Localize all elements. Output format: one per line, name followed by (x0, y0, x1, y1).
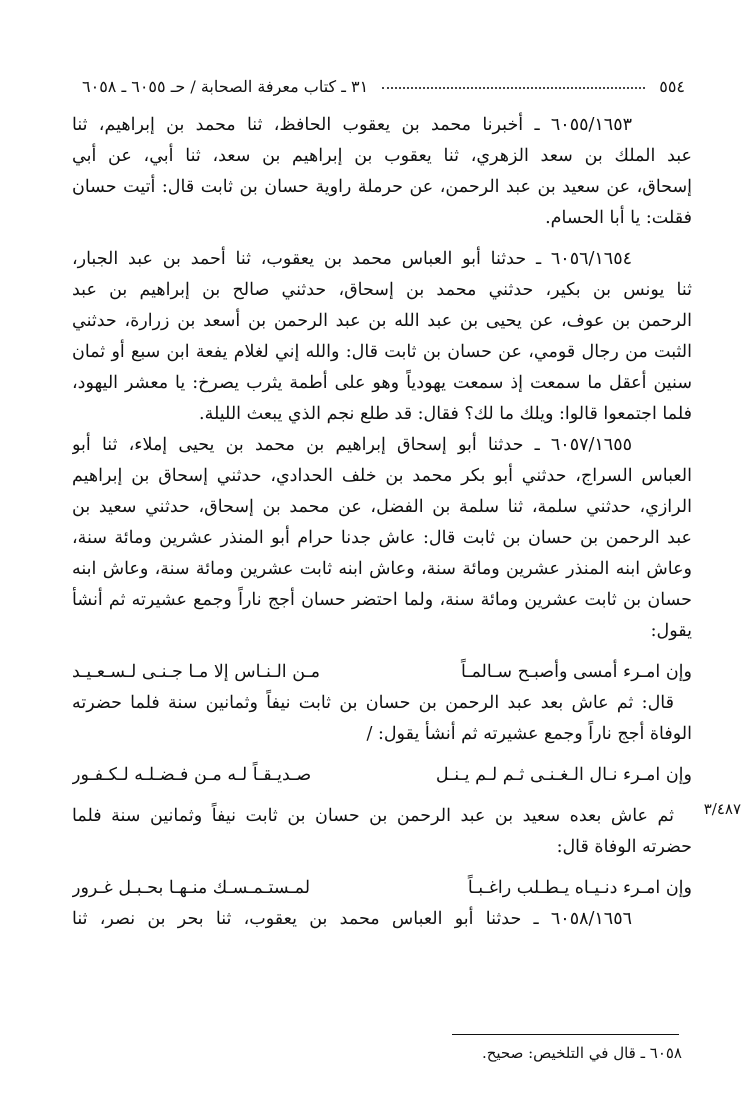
verse-gap (72, 863, 692, 873)
text-line: وعاش ابنه المنذر عشرين ومائة سنة، وعاش ابنه ثابت عشرين ومائة سنة، وعاش ابنه (72, 559, 692, 579)
verse-first-hemistich: وإن امـرء أمسى وأصبـح سـالمـاً (460, 662, 692, 682)
verse-second-hemistich: صـديـقـاً لـه مـن فـضـلـه لـكـفـور (72, 765, 312, 785)
text-line: الوفاة أجج ناراً وجمع عشيرته ثم أنشأ يقول: / (366, 724, 692, 744)
verse-second-hemistich: لمـستـمـسـك منـهـا بحـبـل غـرور (72, 878, 311, 898)
footnote-rule (452, 1034, 679, 1035)
text-line: سنين أعقل ما سمعت إذ سمعت يهودياً وهو على أطمة يثرب يصرخ: يا معشر اليهود، (72, 373, 692, 393)
running-title: ٣١ ـ كتاب معرفة الصحابة / حـ ٦٠٥٥ ـ ٦٠٥٨ (82, 77, 369, 96)
page-body (72, 110, 692, 935)
footnote: ٦٠٥٨ ـ قال في التلخيص: صحيح. (481, 1044, 682, 1062)
text-line: ثم عاش بعده سعيد بن عبد الرحمن بن حسان بن ثابت نيفاً وثمانين سنة فلما (72, 806, 674, 826)
text-line: فقلت: يا أبا الحسام. (545, 208, 692, 228)
poem-verse-2 (72, 760, 692, 791)
text-line: فلما اجتمعوا قالوا: ويلك ما لك؟ فقال: قد طلع نجم الذي يبعث الليلة. (199, 404, 692, 424)
text-line: حضرته الوفاة قال: (556, 837, 692, 857)
poem-verse-1 (72, 657, 692, 688)
text-line: عبد الرحمن بن حسان بن ثابت قال: عاش جدنا حرام أبو المنذر عشرين ومائة سنة، (72, 528, 692, 548)
verse-gap (72, 647, 692, 657)
poem-verse-3 (72, 873, 692, 904)
text-line: الثبت من رجال قومي، عن حسان بن ثابت قال: والله إني لغلام يفعة ابن سبع أو ثمان (72, 342, 692, 362)
text-line: الرازي، حدثني سلمة، ثنا سلمة بن الفضل، عن محمد بن إسحاق، حدثني سعيد بن (72, 497, 692, 517)
verse-first-hemistich: وإن امـرء نـال الـغـنـى ثـم لـم يـنـل (435, 765, 692, 785)
hadith-6058-line: ٦٠٥٨/١٦٥٦ ـ حدثنا أبو العباس محمد بن يعقوب، ثنا بحر بن نصر، ثنا (72, 909, 632, 929)
verse-gap (72, 750, 692, 760)
header-dotted-leader (382, 87, 645, 89)
text-line: الرحمن بن عوف، عن يحيى بن عبد الله بن عبد الرحمن بن أسعد بن زرارة، حدثني (72, 311, 692, 331)
verse-second-hemistich: مـن الـنـاس إلا مـا جـنـى لـسـعـيـد (72, 662, 321, 682)
page-header (82, 72, 685, 102)
page-number: ٥٥٤ (659, 77, 685, 96)
hadith-6055-line: ٦٠٥٥/١٦٥٣ ـ أخبرنا محمد بن يعقوب الحافظ، ثنا محمد بن إبراهيم، ثنا (72, 115, 632, 135)
paragraph-gap (72, 791, 692, 801)
text-line: ثنا يونس بن بكير، حدثني محمد بن إسحاق، حدثني صالح بن إبراهيم بن عبد (72, 280, 692, 300)
text-line: قال: ثم عاش بعد عبد الرحمن بن حسان بن ثابت نيفاً وثمانين سنة فلما حضرته (72, 693, 674, 713)
text-line: إسحاق، عن سعيد بن عبد الرحمن، عن حرملة راوية حسان بن ثابت قال: أتيت حسان (72, 177, 692, 197)
text-line: عبد الملك بن سعد الزهري، ثنا يعقوب بن إبراهيم بن سعد، ثنا أبي، عن أبي (72, 146, 692, 166)
text-line: حسان بن ثابت عشرين ومائة سنة، ولما احتضر حسان أجج ناراً وجمع عشيرته ثم أنشأ (72, 590, 692, 610)
hadith-6057-line: ٦٠٥٧/١٦٥٥ ـ حدثنا أبو إسحاق إبراهيم بن محمد بن يحيى إملاء، ثنا أبو (72, 435, 632, 455)
paragraph-gap (72, 234, 692, 244)
hadith-6056-line: ٦٠٥٦/١٦٥٤ ـ حدثنا أبو العباس محمد بن يعقوب، ثنا أحمد بن عبد الجبار، (72, 249, 632, 269)
text-line: العباس السراج، حدثني أبو بكر محمد بن خلف الحدادي، حدثني إسحاق بن إبراهيم (72, 466, 692, 486)
margin-reference-note: ٣/٤٨٧ (703, 800, 741, 818)
verse-first-hemistich: وإن امـرء دنـيـاه يـطـلب راغـبـاً (467, 878, 692, 898)
text-line: يقول: (650, 621, 692, 641)
